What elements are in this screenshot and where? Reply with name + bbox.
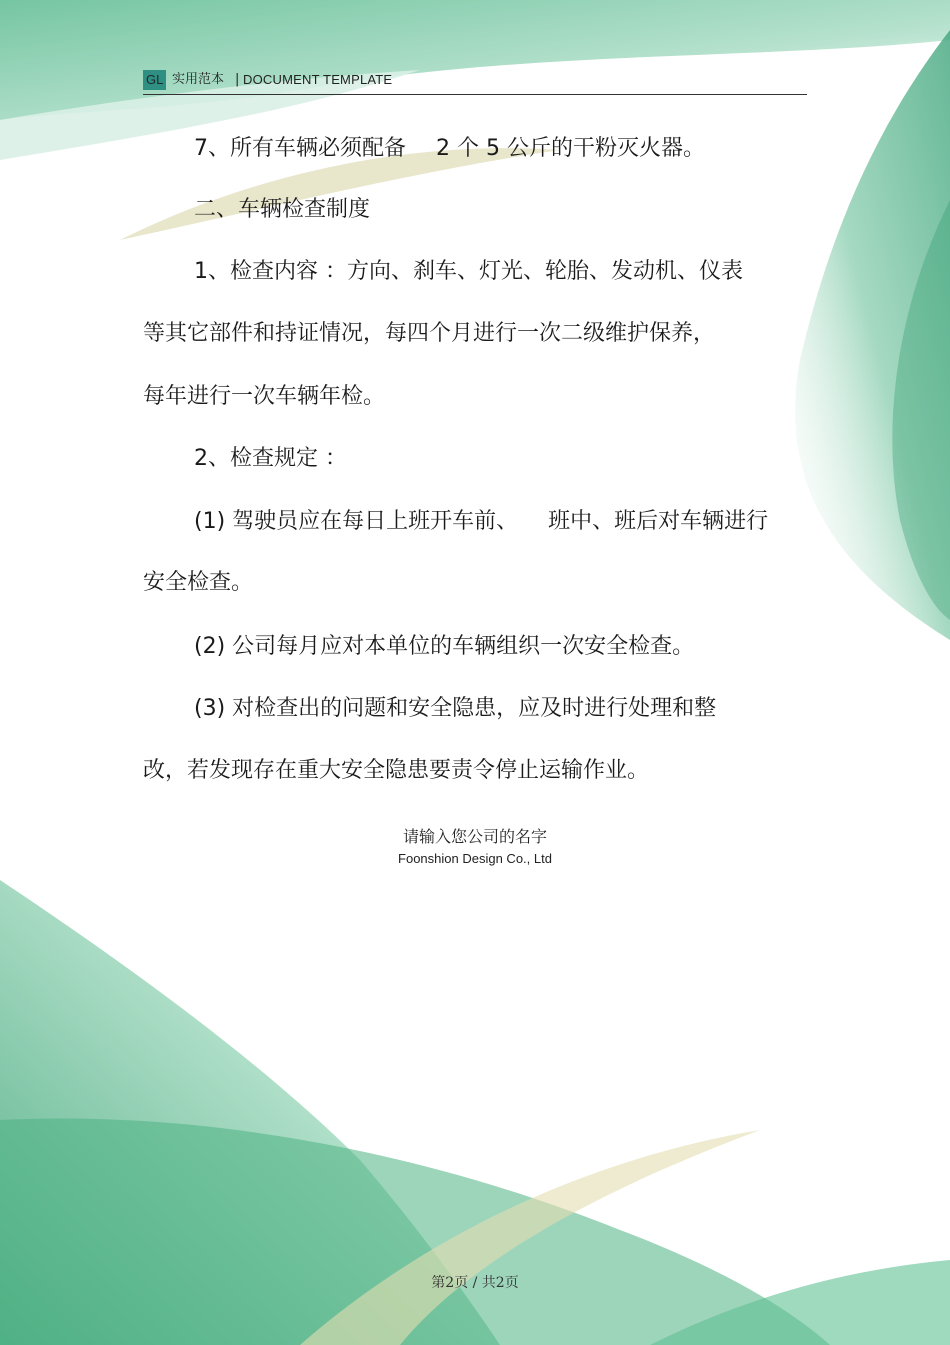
- page-number: 第2页 / 共2页: [431, 1275, 519, 1291]
- section-heading-vehicle-inspection: 二、车辆检查制度: [194, 197, 371, 222]
- header-subtitle: 实用范本: [172, 72, 225, 87]
- sub-item-3-line-2: 改，若发现存在重大安全隐患要责令停止运输作业。: [143, 758, 650, 783]
- company-name-en: Foonshion Design Co., Ltd: [398, 851, 552, 866]
- paragraph-1-line-2: 等其它部件和持证情况，每四个月进行一次二级维护保养，: [143, 321, 716, 346]
- page-header: [143, 70, 807, 95]
- paragraph-2: 2、检查规定 ：: [194, 446, 347, 471]
- sub-item-1-line-1: [194, 507, 768, 537]
- sub-item-1-text-a: (1) 驾驶员应在每日上班开车前、: [194, 509, 519, 534]
- header-label: DOCUMENT TEMPLATE: [243, 72, 393, 87]
- company-name-cn: 请输入您公司的名字: [402, 827, 547, 846]
- sub-item-3-line-1: (3) 对检查出的问题和安全隐患，应及时进行处理和整: [194, 696, 717, 721]
- sub-item-2: (2) 公司每月应对本单位的车辆组织一次安全检查。: [194, 634, 695, 659]
- paragraph-1-line-1: 1、检查内容 ：方向、刹车、灯光、轮胎、发动机、仪表: [194, 259, 743, 284]
- paragraph-1-line-3: 每年进行一次车辆年检。: [143, 384, 386, 409]
- header-badge: GL: [143, 70, 166, 90]
- sub-item-1-line-2: 安全检查。: [143, 570, 254, 595]
- sub-item-1-text-b: 班中、班后对车辆进行: [548, 509, 769, 534]
- item7-text-b: 2 个 5 公斤的干粉灭火器。: [436, 136, 705, 161]
- item7-text-a: 7、所有车辆必须配备: [194, 136, 406, 161]
- header-separator: |: [235, 72, 240, 87]
- paragraph-item-7: [194, 134, 705, 164]
